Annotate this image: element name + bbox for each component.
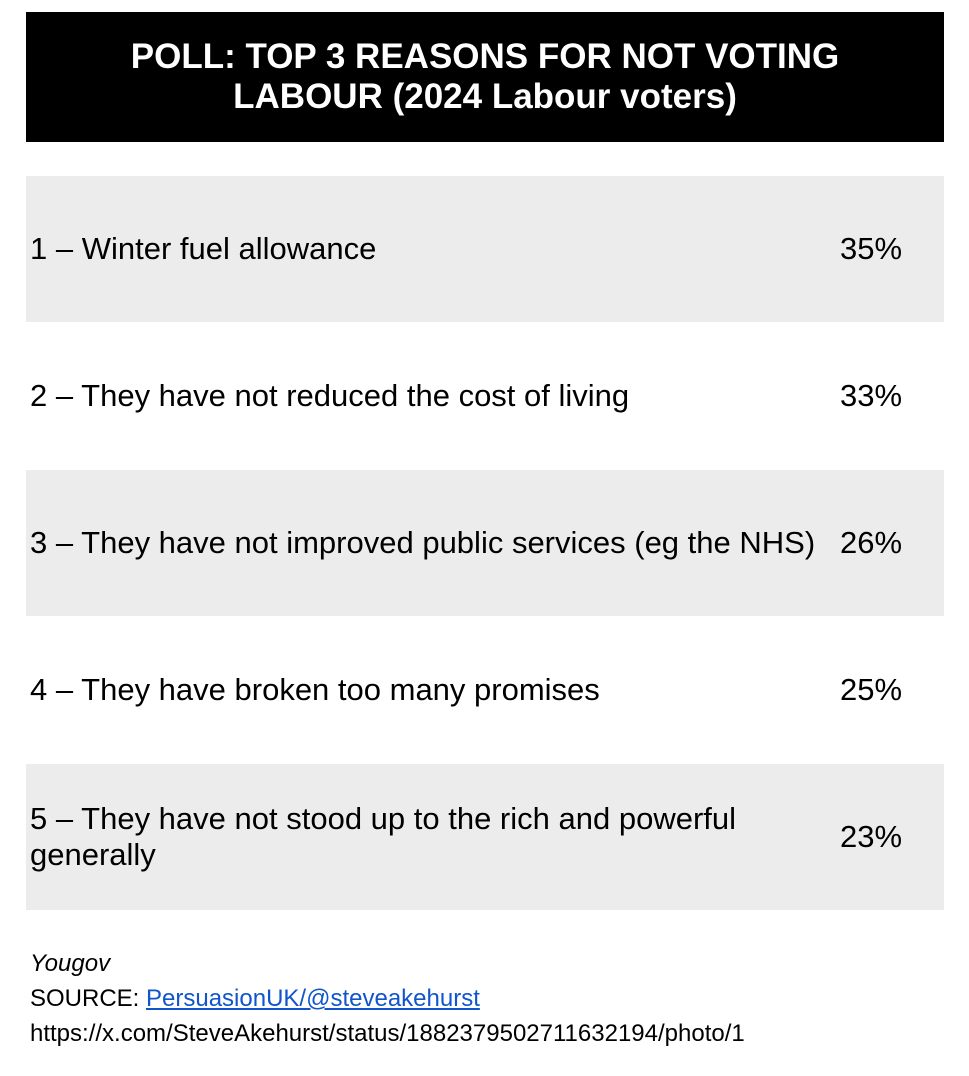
reason-label: 3 – They have not improved public services (eg the NHS): [30, 525, 816, 560]
reason-label: 2 – They have not reduced the cost of living: [30, 378, 630, 413]
source-line: [30, 981, 745, 1016]
source-url: https://x.com/SteveAkehurst/status/1882379502711632194/photo/1: [30, 1020, 745, 1047]
reason-label: 1 – Winter fuel allowance: [30, 231, 377, 266]
percent-label: 23%: [840, 819, 903, 854]
percent-label: 26%: [840, 525, 903, 560]
title-bar: [26, 12, 944, 142]
table-row: [26, 764, 944, 910]
percent-label: 33%: [840, 378, 903, 413]
reason-label: 4 – They have broken too many promises: [30, 672, 600, 707]
percent-label: 35%: [840, 231, 903, 266]
poll-table: [26, 176, 944, 911]
footer: [30, 946, 745, 1051]
table-row: [26, 323, 944, 469]
source-prefix: SOURCE:: [30, 985, 147, 1012]
percent-label: 25%: [840, 672, 903, 707]
pollster-label: Yougov: [30, 950, 111, 977]
table-row: [26, 176, 944, 322]
table-row: [26, 617, 944, 763]
chart-title: POLL: TOP 3 REASONS FOR NOT VOTING LABOUR (2024 Labour voters): [130, 37, 840, 116]
table-row: [26, 470, 944, 616]
source-link[interactable]: PersuasionUK/@steveakehurst: [146, 985, 480, 1012]
reason-label: 5 – They have not stood up to the rich and powerful generally: [30, 801, 737, 872]
